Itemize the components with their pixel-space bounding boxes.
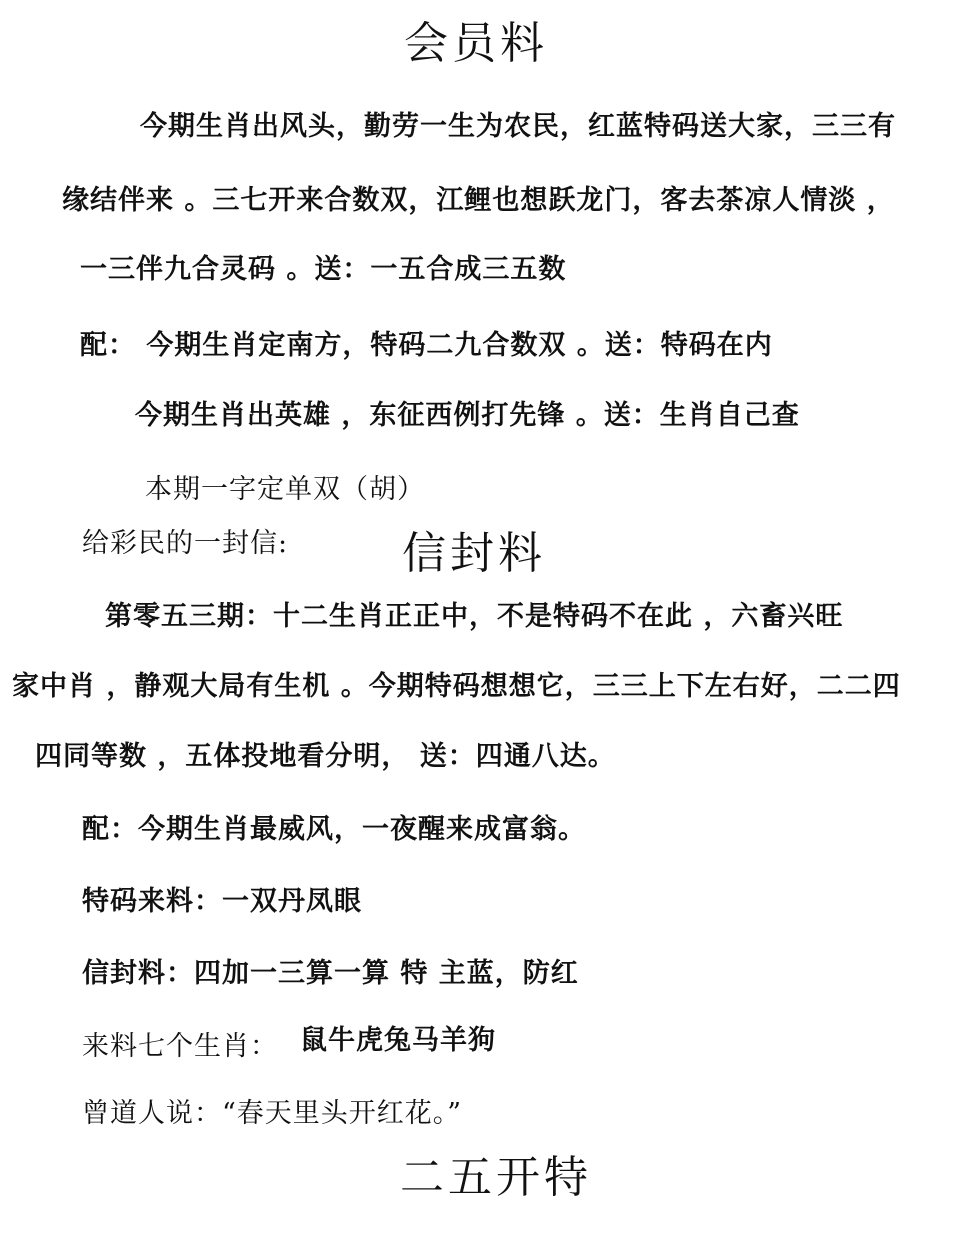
- member-line-1: 今期生肖出风头，勤劳一生为农民，红蓝特码送大家，三三有: [140, 111, 896, 142]
- envelope-line-7-label: 来料七个生肖：: [82, 1031, 278, 1062]
- envelope-material-title: 信封料: [402, 528, 546, 579]
- envelope-line-4: 配：今期生肖最威风，一夜醒来成富翁。: [82, 814, 586, 845]
- envelope-line-8: 曾道人说：“春天里头开红花。”: [82, 1098, 463, 1129]
- member-line-5: 今期生肖出英雄 ，东征西例打先锋 。送：生肖自己查: [135, 400, 800, 431]
- footer-title: 二五开特: [400, 1152, 592, 1203]
- member-line-4: 配： 今期生肖定南方，特码二九合数双 。送：特码在内: [80, 330, 773, 361]
- envelope-line-2: 家中肖 ，静观大局有生机 。今期特码想想它，三三上下左右好，二二四: [12, 671, 901, 702]
- envelope-line-3: 四同等数 ，五体投地看分明， 送：四通八达。: [35, 741, 616, 772]
- letter-intro: 给彩民的一封信:: [82, 528, 289, 559]
- envelope-line-6: 信封料：四加一三算一算 特 主蓝，防红: [82, 958, 579, 989]
- member-line-2: 缘结伴来 。三七开来合数双，江鲤也想跃龙门，客去茶凉人情淡 ，: [62, 185, 895, 216]
- envelope-line-1: 第零五三期：十二生肖正正中，不是特码不在此 ，六畜兴旺: [105, 601, 844, 632]
- member-line-3: 一三伴九合灵码 。送：一五合成三五数: [80, 254, 567, 285]
- envelope-line-7-value: 鼠牛虎兔马羊狗: [300, 1025, 496, 1056]
- member-material-title: 会员料: [404, 18, 548, 69]
- member-line-6: 本期一字定单双（胡）: [145, 474, 425, 505]
- envelope-line-5: 特码来料：一双丹凤眼: [82, 886, 362, 917]
